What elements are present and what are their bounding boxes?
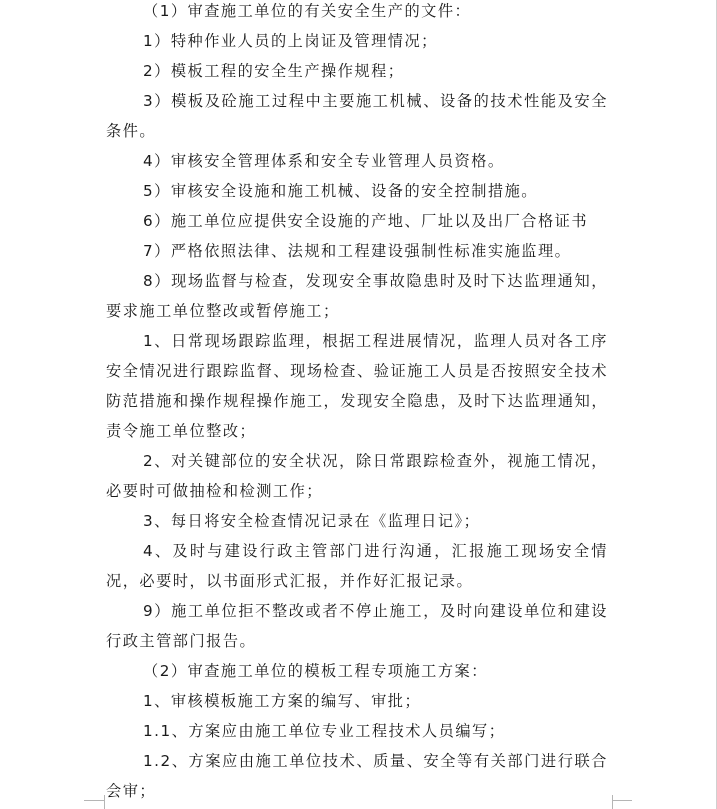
- page-corner-mark-bottom-left: [84, 800, 104, 801]
- paragraph-item-3: 3）模板及砼施工过程中主要施工机械、设备的技术性能及安全条件。: [106, 92, 608, 140]
- paragraph-subitem-8-1: 1、日常现场跟踪监理，根据工程进展情况，监理人员对各工序安全情况进行跟踪监督、现场检查、验证施工人员是否按照安全技术防范措施和操作规程操作施工，发现安全隐患，及时下达监理通知，责令施工单位整改；: [106, 332, 608, 440]
- paragraph-subitem-8-2: 2、对关键部位的安全状况，除日常跟踪检查外，视施工情况，必要时可做抽检和检测工作；: [106, 452, 608, 500]
- page-corner-mark-bottom-right: [612, 800, 632, 801]
- paragraph-item-7: 7）严格依照法律、法规和工程建设强制性标准实施监理。: [143, 242, 572, 260]
- paragraph-item-8: 8）现场监督与检查，发现安全事故隐患时及时下达监理通知，要求施工单位整改或暂停施工；: [106, 272, 608, 320]
- paragraph-section-1-heading: （1）审查施工单位的有关安全生产的文件：: [143, 2, 472, 20]
- paragraph-item-1: 1）特种作业人员的上岗证及管理情况；: [143, 32, 438, 50]
- paragraph-item-5: 5）审核安全设施和施工机械、设备的安全控制措施。: [143, 182, 538, 200]
- paragraph-section-2-item-1: 1、审核模板施工方案的编写、审批；: [143, 692, 422, 710]
- paragraph-item-4: 4）审核安全管理体系和安全专业管理人员资格。: [143, 152, 505, 170]
- paragraph-item-9: 9）施工单位拒不整改或者不停止施工，及时向建设单位和建设行政主管部门报告。: [106, 602, 608, 650]
- paragraph-section-2-item-1-2: 1.2、方案应由施工单位技术、质量、安全等有关部门进行联合会审；: [106, 752, 608, 800]
- paragraph-section-2-item-1-1: 1.1、方案应由施工单位专业工程技术人员编写；: [143, 722, 506, 740]
- page-corner-mark-bottom-right-vertical: [612, 795, 613, 809]
- document-body: [106, 0, 608, 806]
- paragraph-subitem-8-3: 3、每日将安全检查情况记录在《监理日记》；: [143, 512, 481, 530]
- paragraph-item-6: 6）施工单位应提供安全设施的产地、厂址以及出厂合格证书: [143, 212, 589, 230]
- paragraph-subitem-8-4: 4、及时与建设行政主管部门进行沟通，汇报施工现场安全情况，必要时，以书面形式汇报，并作好汇报记录。: [106, 542, 608, 590]
- page-corner-mark-bottom-left-vertical: [104, 795, 105, 809]
- paragraph-item-2: 2）模板工程的安全生产操作规程；: [143, 62, 405, 80]
- paragraph-section-2-heading: （2）审查施工单位的模板工程专项施工方案：: [143, 662, 488, 680]
